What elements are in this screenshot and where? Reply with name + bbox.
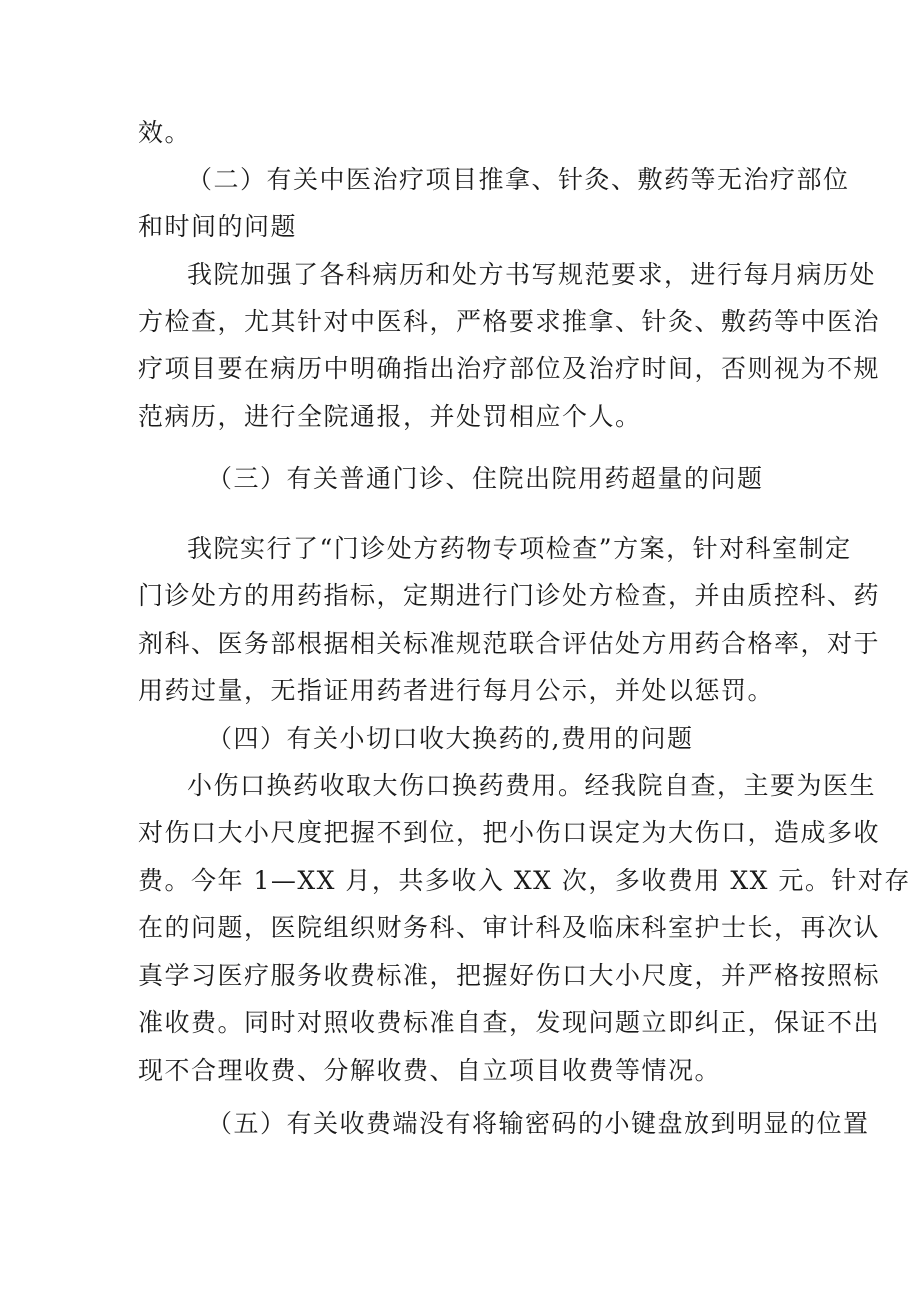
paragraph-line: 方检查，尤其针对中医科，严格要求推拿、针灸、敷药等中医治 bbox=[138, 307, 881, 336]
paragraph-line: 我院实行了“门诊处方药物专项检查”方案，针对科室制定 bbox=[187, 534, 852, 563]
paragraph-line: 真学习医疗服务收费标准，把握好伤口大小尺度，并严格按照标 bbox=[138, 961, 881, 990]
paragraph-line: 小伤口换药收取大伤口换药费用。经我院自查，主要为医生 bbox=[187, 771, 877, 800]
paragraph-line: 现不合理收费、分解收费、自立项目收费等情况。 bbox=[138, 1056, 722, 1085]
paragraph-line: 准收费。同时对照收费标准自查，发现问题立即纠正，保证不出 bbox=[138, 1008, 881, 1037]
paragraph-line: 疗项目要在病历中明确指出治疗部位及治疗时间，否则视为不规 bbox=[138, 354, 881, 383]
paragraph-line: 用药过量，无指证用药者进行每月公示，并处以惩罚。 bbox=[138, 676, 775, 705]
paragraph-line: 门诊处方的用药指标，定期进行门诊处方检查，并由质控科、药 bbox=[138, 581, 881, 610]
section-heading-2-cont: 和时间的问题 bbox=[138, 212, 298, 241]
paragraph-line: 对伤口大小尺度把握不到位，把小伤口误定为大伤口，造成多收 bbox=[138, 818, 881, 847]
paragraph-line: 我院加强了各科病历和处方书写规范要求，进行每月病历处 bbox=[187, 260, 877, 289]
paragraph-line: 剂科、医务部根据相关标准规范联合评估处方用药合格率，对于 bbox=[138, 629, 881, 658]
paragraph-line: 范病历，进行全院通报，并处罚相应个人。 bbox=[138, 402, 642, 431]
section-heading-2: （二）有关中医治疗项目推拿、针灸、敷药等无治疗部位 bbox=[187, 165, 850, 194]
paragraph-line: 在的问题，医院组织财务科、审计科及临床科室护士长，再次认 bbox=[138, 913, 881, 942]
paragraph-line: 费。今年 1—XX 月，共多收入 XX 次，多收费用 XX 元。针对存 bbox=[138, 866, 911, 895]
section-heading-3: （三）有关普通门诊、住院出院用药超量的问题 bbox=[207, 464, 764, 493]
paragraph-line: 效。 bbox=[138, 118, 192, 147]
section-heading-4: （四）有关小切口收大换药的,费用的问题 bbox=[207, 724, 694, 753]
section-heading-5: （五）有关收费端没有将输密码的小键盘放到明显的位置 bbox=[207, 1109, 870, 1138]
